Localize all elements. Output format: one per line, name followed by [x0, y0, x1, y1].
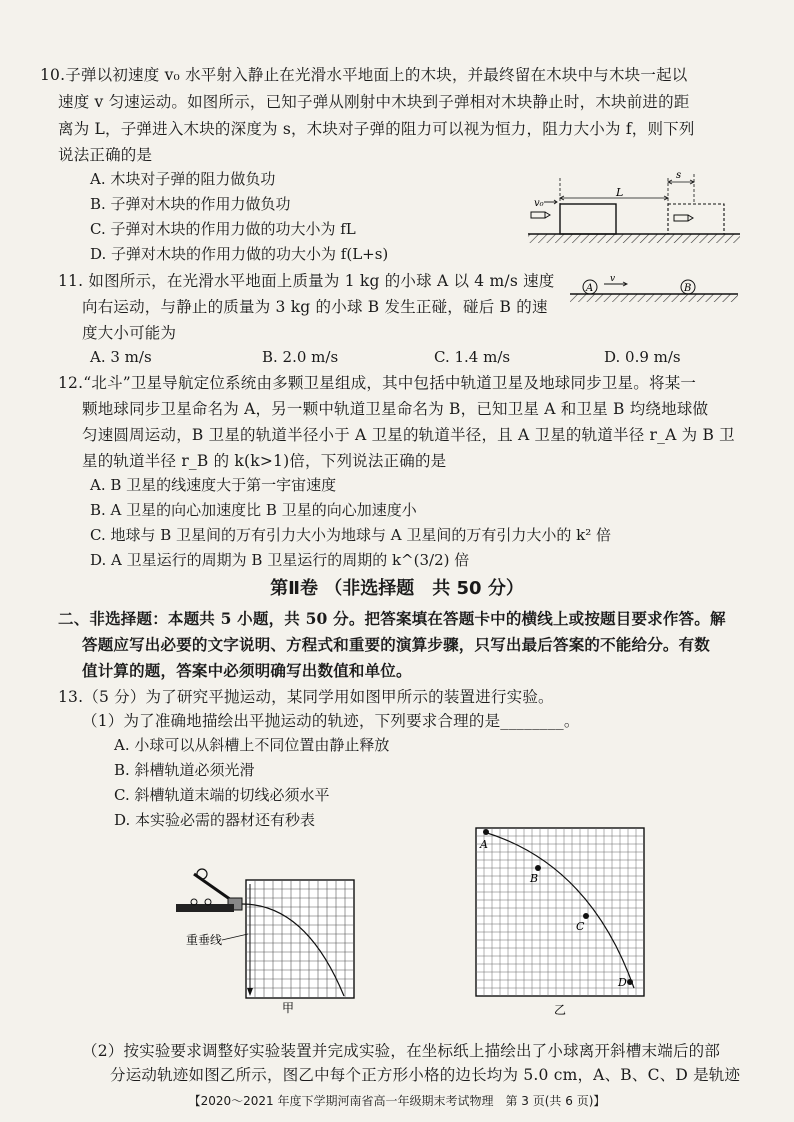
q10-bullet-initial — [531, 212, 550, 218]
q10-block-final — [668, 204, 724, 234]
q10-option-c: C. 子弹对木块的作用力做的功大小为 fL — [90, 220, 356, 238]
section-2-title: 第Ⅱ卷 （非选择题 共 50 分） — [270, 578, 524, 599]
q12-option-c: C. 地球与 B 卫星间的万有引力大小为地球与 A 卫星间的万有引力大小的 k² 倍 — [90, 526, 612, 544]
q12-option-d: D. A 卫星运行的周期为 B 卫星运行的周期的 k^(3/2) 倍 — [90, 551, 470, 569]
q13-yi-point-d — [627, 979, 633, 985]
q13-part-2-line-1: （2）按实验要求调整好实验装置并完成实验，在坐标纸上描绘出了小球离开斜槽末端后的部 — [82, 1042, 721, 1060]
q11-ground — [570, 294, 738, 302]
q10-line-4: 说法正确的是 — [58, 146, 153, 164]
q13-yi-point-a — [483, 829, 489, 835]
section-2-line-1: 二、非选择题：本题共 5 小题，共 50 分。把答案填在答题卡中的横线上或按题目要求作答。解 — [58, 609, 726, 628]
q10-block-initial — [560, 204, 616, 234]
q11-v-label: v — [610, 276, 616, 284]
q11-line-2: 向右运动，与静止的质量为 3 kg 的小球 B 发生正碰，碰后 B 的速 — [82, 298, 548, 316]
section-2-line-3: 值计算的题，答案中必须明确写出数值和单位。 — [82, 661, 412, 680]
q10-option-b: B. 子弹对木块的作用力做负功 — [90, 195, 291, 213]
q13-jia-caption: 甲 — [282, 1001, 295, 1014]
q13-option-c: C. 斜槽轨道末端的切线必须水平 — [114, 786, 330, 804]
q12-line-3: 匀速圆周运动，B 卫星的轨道半径小于 A 卫星的轨道半径，且 A 卫星的轨道半径 r_A 为 B 卫 — [82, 426, 735, 444]
q13-yi-caption: 乙 — [554, 1003, 567, 1017]
q12-line-4: 星的轨道半径 r_B 的 k(k>1)倍，下列说法正确的是 — [82, 452, 447, 470]
q10-line-2: 速度 v 匀速运动。如图所示，已知子弹从刚射中木块到子弹相对木块静止时，木块前进的距 — [58, 93, 690, 111]
q10-figure — [528, 168, 742, 252]
q13-part-2-line-2: 分运动轨迹如图乙所示，图乙中每个正方形小格的边长均为 5.0 cm，A、B、C、D 是轨迹 — [110, 1066, 741, 1084]
q13-yi-label-b: B — [530, 872, 539, 885]
q13-yi-label-c: C — [576, 920, 585, 933]
q10-line-1: 10.子弹以初速度 v₀ 水平射入静止在光滑水平地面上的木块，并最终留在木块中与木块一起以 — [40, 66, 688, 84]
q13-yi-label-a: A — [480, 838, 488, 851]
q13-yi-point-c — [583, 913, 589, 919]
q13-jia-plumb-label: 重垂线 — [186, 933, 223, 947]
q13-figure-yi — [470, 824, 652, 1024]
q11-option-c: C. 1.4 m/s — [434, 348, 511, 366]
page-footer: 【2020～2021 年度下学期河南省高一年级期末考试物理 第 3 页(共 6 页)】 — [188, 1094, 606, 1108]
q13-yi-label-d: D — [618, 976, 627, 989]
q13-option-b: B. 斜槽轨道必须光滑 — [114, 761, 255, 779]
q11-b-label: B — [684, 283, 692, 294]
q13-figure-jia — [176, 864, 376, 1014]
q11-line-1: 11. 如图所示，在光滑水平地面上质量为 1 kg 的小球 A 以 4 m/s 速度 — [58, 272, 555, 290]
q12-line-2: 颗地球同步卫星命名为 A，另一颗中轨道卫星命名为 B，已知卫星 A 和卫星 B 均绕地球做 — [82, 400, 709, 418]
q10-s-label: s — [676, 170, 682, 181]
q10-line-3: 离为 L，子弹进入木块的深度为 s，木块对子弹的阻力可以视为恒力，阻力大小为 f，则下列 — [58, 120, 695, 138]
section-2-line-2: 答题应写出必要的文字说明、方程式和重要的演算步骤，只写出最后答案的不能给分。有数 — [82, 635, 711, 654]
q11-a-label: A — [586, 283, 594, 294]
q10-ground — [528, 234, 740, 243]
q13-yi-grid-board — [476, 828, 644, 996]
q13-option-a: A. 小球可以从斜槽上不同位置由静止释放 — [114, 736, 390, 754]
q12-option-a: A. B 卫星的线速度大于第一宇宙速度 — [90, 476, 337, 494]
q10-v0-label: v₀ — [534, 198, 544, 209]
q11-figure — [570, 276, 740, 310]
q13-yi-point-b — [535, 865, 541, 871]
q12-option-b: B. A 卫星的向心加速度比 B 卫星的向心加速度小 — [90, 501, 417, 519]
q10-bullet-final — [674, 215, 693, 221]
q11-option-b: B. 2.0 m/s — [262, 348, 339, 366]
q11-option-a: A. 3 m/s — [90, 348, 152, 366]
q11-line-3: 度大小可能为 — [82, 324, 177, 342]
q12-line-1: 12.“北斗”卫星导航定位系统由多颗卫星组成，其中包括中轨道卫星及地球同步卫星。将某一 — [58, 374, 697, 392]
q10-option-a: A. 木块对子弹的阻力做负功 — [90, 170, 276, 188]
q11-option-d: D. 0.9 m/s — [604, 348, 681, 366]
q13-option-d: D. 本实验必需的器材还有秒表 — [114, 811, 316, 829]
q13-part-1: （1）为了准确地描绘出平抛运动的轨迹，下列要求合理的是________。 — [82, 712, 580, 730]
q13-intro: 13.（5 分）为了研究平抛运动，某同学用如图甲所示的装置进行实验。 — [58, 688, 554, 706]
q10-option-d: D. 子弹对木块的作用力做的功大小为 f(L+s) — [90, 245, 389, 263]
q10-L-label: L — [616, 186, 624, 199]
